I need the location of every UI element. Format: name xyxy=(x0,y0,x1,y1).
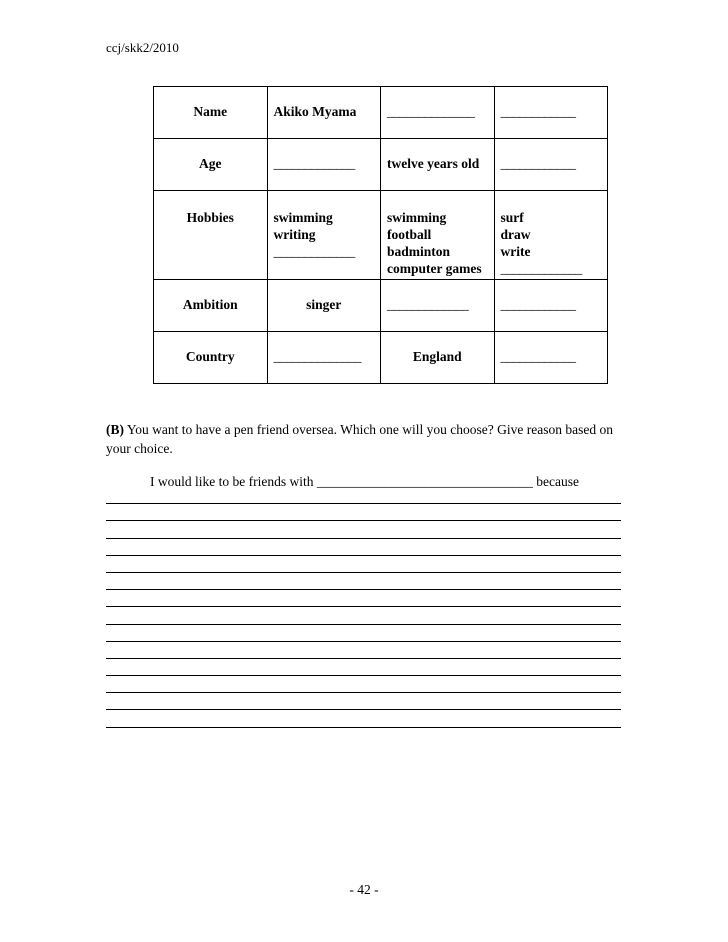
cell-country-2: England xyxy=(412,348,462,364)
answer-line xyxy=(106,539,621,556)
cell-country-3: ____________ xyxy=(500,348,576,364)
cell-name-1: Akiko Myama xyxy=(273,104,357,119)
cell-name-3: ____________ xyxy=(500,104,576,119)
hobby-item: badminton xyxy=(387,243,451,259)
cell-hobbies-3 xyxy=(501,191,608,277)
row-label-ambition: Ambition xyxy=(182,297,238,313)
hobby-item: swimming xyxy=(387,209,447,225)
cell-ambition-2: _____________ xyxy=(387,297,469,313)
table-row-age xyxy=(154,139,608,190)
answer-line xyxy=(106,710,621,727)
cell-hobbies-1 xyxy=(274,191,381,260)
answer-line xyxy=(106,521,621,538)
answer-line xyxy=(106,556,621,573)
section-marker: (B) xyxy=(106,422,124,437)
hobby-item: writing xyxy=(273,226,316,242)
cell-country-1: ______________ xyxy=(273,348,361,364)
answer-line xyxy=(106,607,621,624)
answer-line xyxy=(106,625,621,642)
table-row-ambition xyxy=(154,280,608,331)
cell-ambition-3: ____________ xyxy=(500,297,576,313)
row-label-name: Name xyxy=(193,104,228,119)
instruction-text: You want to have a pen friend oversea. Which one will you choose? Give reason based on your choice. xyxy=(106,422,613,456)
hobby-item: surf xyxy=(500,209,524,225)
hobby-item: draw xyxy=(500,226,531,242)
table-row-hobbies xyxy=(154,190,608,279)
section-b-instruction xyxy=(106,420,626,458)
cell-age-1: _____________ xyxy=(273,156,355,172)
hobby-item: write xyxy=(500,243,531,259)
hobby-blank: _____________ xyxy=(273,243,355,259)
cell-age-2: twelve years old xyxy=(387,156,480,172)
answer-line xyxy=(106,693,621,710)
document-code: ccj/skk2/2010 xyxy=(106,40,179,55)
answer-lines xyxy=(106,487,621,728)
table-row-name xyxy=(154,87,608,139)
hobby-item: football xyxy=(387,226,432,242)
hobby-item: computer games xyxy=(387,260,482,276)
hobby-item: swimming xyxy=(273,209,333,225)
answer-line xyxy=(106,487,621,504)
cell-ambition-1: singer xyxy=(306,297,342,313)
answer-line xyxy=(106,590,621,607)
row-label-hobbies: Hobbies xyxy=(186,209,234,225)
sentence-starter: I would like to be friends with ________________________________ because xyxy=(150,474,579,489)
row-label-age: Age xyxy=(199,156,222,172)
page-number: - 42 - xyxy=(349,882,379,897)
cell-name-2: ______________ xyxy=(387,104,475,119)
answer-line xyxy=(106,504,621,521)
answer-line xyxy=(106,573,621,590)
hobby-blank: _____________ xyxy=(500,260,582,276)
cell-age-3: ____________ xyxy=(500,156,576,172)
answer-line xyxy=(106,642,621,659)
table-row-country xyxy=(154,331,608,383)
row-label-country: Country xyxy=(185,348,235,364)
cell-hobbies-2 xyxy=(387,191,494,277)
answer-line xyxy=(106,676,621,693)
answer-line xyxy=(106,659,621,676)
pen-friend-table xyxy=(153,86,608,384)
